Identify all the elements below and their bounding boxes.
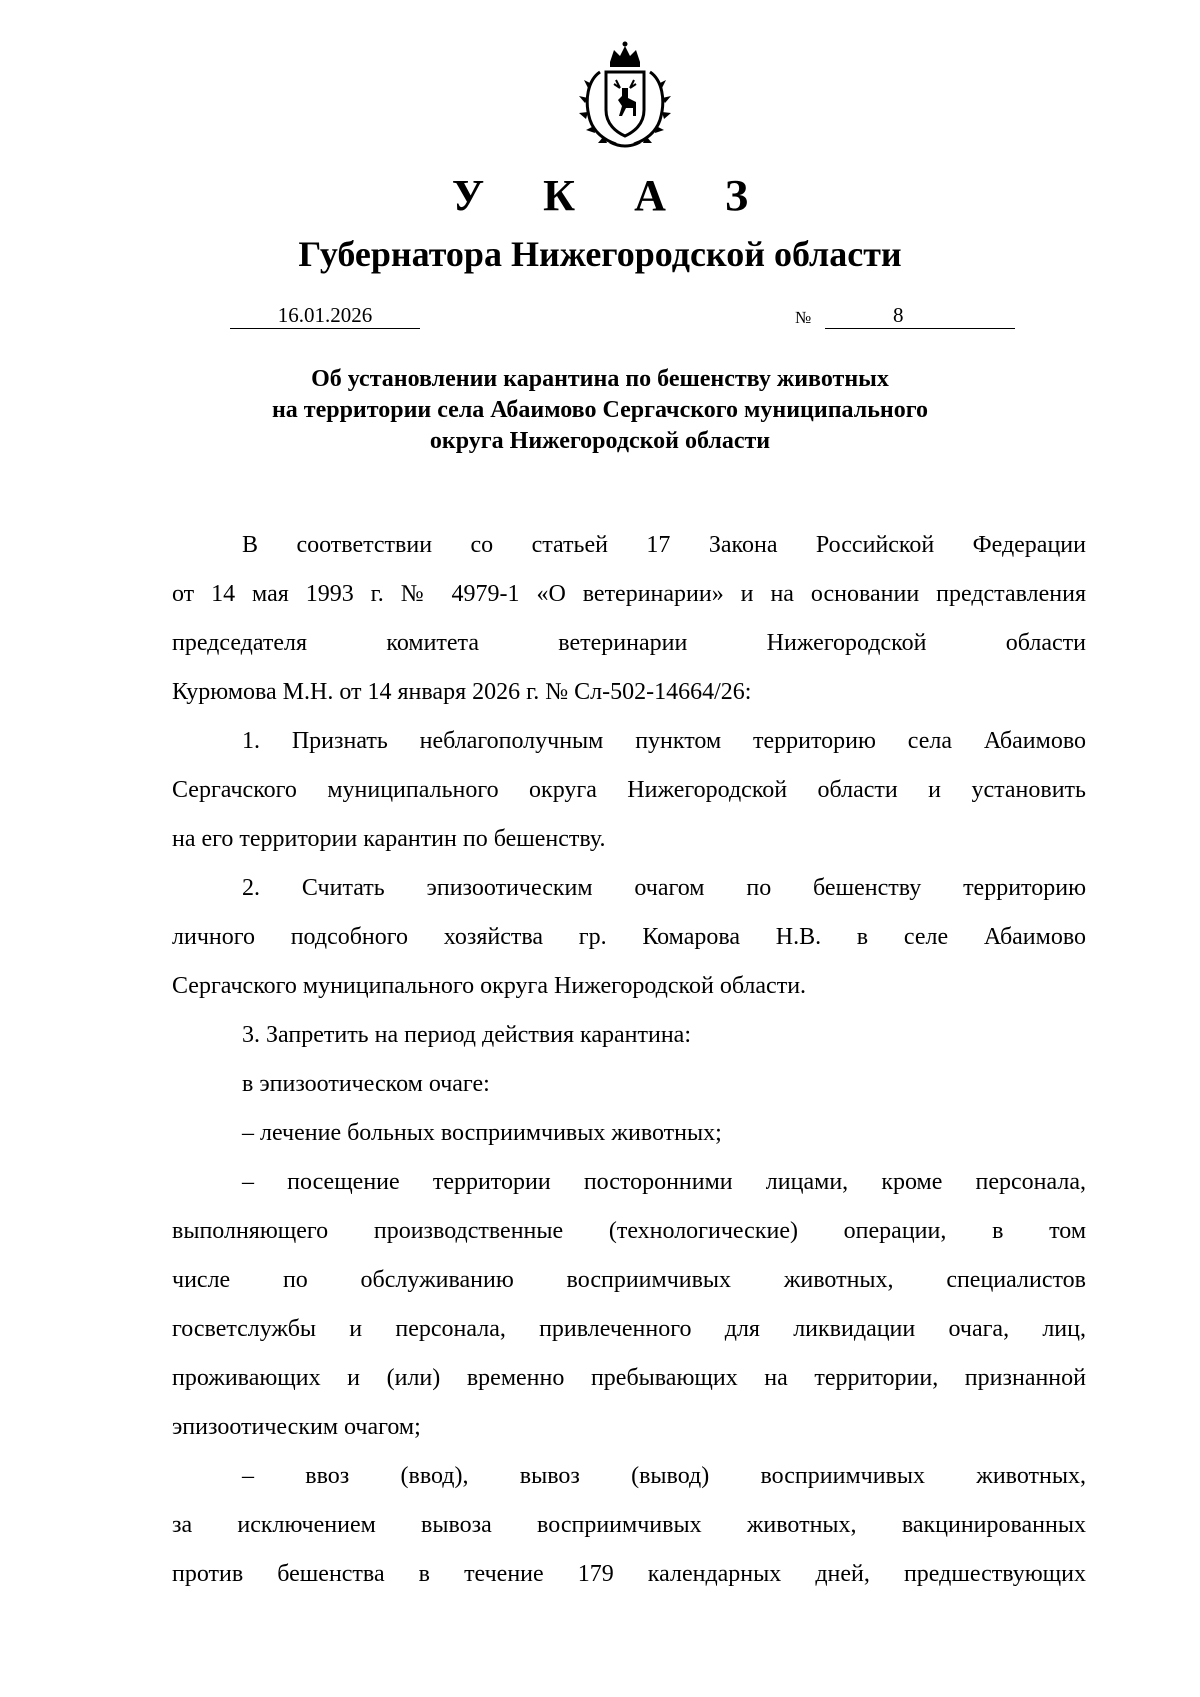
- number-label: №: [795, 308, 812, 327]
- issuer-title: Губернатора Нижегородской области: [298, 234, 902, 274]
- decree-subject: [0, 364, 1200, 457]
- body-line: Курюмова М.Н. от 14 января 2026 г. № Сл-502-14664/26:: [172, 679, 752, 705]
- body-line: выполняющего производственные (технологические) операции, в том: [172, 1218, 1086, 1244]
- body-line: госветслужбы и персонала, привлеченного для ликвидации очага, лиц,: [172, 1316, 1086, 1342]
- body-line: эпизоотическим очагом;: [172, 1414, 421, 1440]
- decree-number-field: [825, 302, 1015, 329]
- decree-date: 16.01.2026: [230, 302, 420, 329]
- subject-line: округа Нижегородской области: [429, 428, 771, 454]
- body-line: за исключением вывоза восприимчивых животных, вакцинированных: [172, 1512, 1086, 1538]
- body-line: Сергачского муниципального округа Нижегородской области.: [172, 973, 807, 999]
- body-line: 3. Запретить на период действия карантина:: [242, 1022, 691, 1048]
- body-line: от 14 мая 1993 г. № 4979-1 «О ветеринарии» и на основании представления: [172, 581, 1086, 607]
- body-line: 1. Признать неблагополучным пунктом территорию села Абаимово: [242, 728, 1086, 754]
- decree-number: 8: [893, 303, 904, 327]
- body-line: в эпизоотическом очаге:: [242, 1071, 490, 1097]
- decree-title: У К А З: [451, 171, 773, 220]
- decree-body: [172, 521, 1086, 1599]
- item-2-paragraph: [172, 864, 1086, 1011]
- body-line: председателя комитета ветеринарии Нижегородской области: [172, 630, 1086, 656]
- body-line: числе по обслуживанию восприимчивых животных, специалистов: [172, 1267, 1086, 1293]
- body-line: проживающих и (или) временно пребывающих на территории, признанной: [172, 1365, 1086, 1391]
- item-3-paragraph: [172, 1011, 1086, 1158]
- preamble-paragraph: [172, 521, 1086, 717]
- body-line: – посещение территории посторонними лицами, кроме персонала,: [242, 1169, 1086, 1195]
- body-line: личного подсобного хозяйства гр. Комарова Н.В. в селе Абаимово: [172, 924, 1086, 950]
- body-line: В соответствии со статьей 17 Закона Российской Федерации: [242, 532, 1086, 558]
- subject-line: Об установлении карантина по бешенству животных: [311, 366, 889, 392]
- body-line: против бешенства в течение 179 календарных дней, предшествующих: [172, 1561, 1086, 1587]
- body-line: – лечение больных восприимчивых животных;: [242, 1120, 722, 1146]
- item-1-paragraph: [172, 717, 1086, 864]
- coat-of-arms-emblem: [570, 40, 680, 152]
- body-line: – ввоз (ввод), вывоз (вывод) восприимчивых животных,: [242, 1463, 1086, 1489]
- body-line: на его территории карантин по бешенству.: [172, 826, 606, 852]
- subject-line: на территории села Абаимово Сергачского муниципального: [271, 397, 929, 423]
- body-line: 2. Считать эпизоотическим очагом по бешенству территорию: [242, 875, 1086, 901]
- body-line: Сергачского муниципального округа Нижегородской области и установить: [172, 777, 1086, 803]
- item-3-dash-2-paragraph: [172, 1158, 1086, 1452]
- item-3-dash-3-paragraph: [172, 1452, 1086, 1599]
